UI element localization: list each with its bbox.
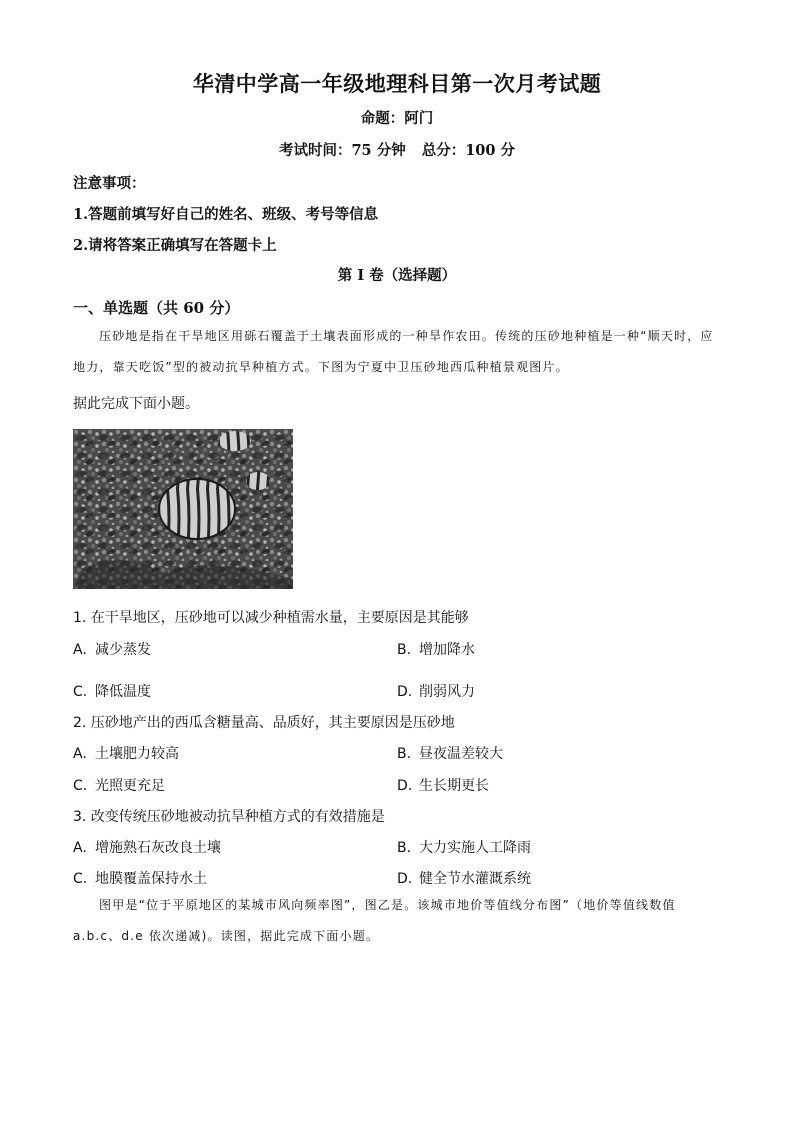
question-2-option-a[interactable]: A. 土壤肥力较高 [73,746,179,762]
watermelon-field-photo [73,429,293,589]
question-2-option-c[interactable]: C. 光照更充足 [73,778,165,794]
question-1-stem: 1. 在干旱地区，压砂地可以减少种植需水量，主要原因是其能够 [73,610,469,626]
volume-title: 第 I 卷（选择题） [337,267,457,284]
question-1-option-d[interactable]: D. 削弱风力 [397,684,475,700]
question-1-option-a[interactable]: A. 减少蒸发 [73,642,151,658]
question-3-option-c[interactable]: C. 地膜覆盖保持水土 [73,871,207,887]
question-3-stem: 3. 改变传统压砂地被动抗旱种植方式的有效措施是 [73,809,385,825]
notice-heading: 注意事项： [73,175,146,192]
passage-2: 图甲是“位于平原地区的某城市风向频率图”，图乙是。该城市地价等值线分布图”（地价等值线数值 a.b.c、d.e 依次递减)。读图，据此完成下面小题。 [73,898,676,943]
question-2-option-d[interactable]: D. 生长期更长 [397,778,489,794]
question-2-option-b[interactable]: B. 昼夜温差较大 [397,746,503,762]
question-3-option-a[interactable]: A. 增施熟石灰改良土壤 [73,840,221,856]
question-1-option-b[interactable]: B. 增加降水 [397,642,475,658]
notice-item: 1.答题前填写好自己的姓名、班级、考号等信息 [73,206,379,223]
passage-1-instruction: 据此完成下面小题。 [73,396,199,412]
question-3-option-b[interactable]: B. 大力实施人工降雨 [397,840,531,856]
passage-1: 压砂地是指在干旱地区用砾石覆盖于土壤表面形成的一种旱作农田。传统的压砂地种植是一种“顺天时，应地力，靠天吃饭”型的被动抗旱种植方式。下图为宁夏中卫压砂地西瓜种植景观图片。 [73,329,714,374]
exam-setter: 命题：阿门 [360,110,434,127]
exam-time: 考试时间：75 分钟 [278,142,406,159]
watermelon-field-illustration [73,429,293,589]
notice-item: 2.请将答案正确填写在答题卡上 [73,237,277,254]
question-3-option-d[interactable]: D. 健全节水灌溉系统 [397,871,531,887]
exam-score: 总分：100 分 [421,142,516,159]
question-2-stem: 2. 压砂地产出的西瓜含糖量高、品质好，其主要原因是压砂地 [73,715,455,731]
question-1-option-c[interactable]: C. 降低温度 [73,684,151,700]
section-title: 一、单选题（共 60 分） [73,299,240,317]
exam-meta [0,139,794,160]
exam-title: 华清中学高一年级地理科目第一次月考试题 [192,71,602,96]
